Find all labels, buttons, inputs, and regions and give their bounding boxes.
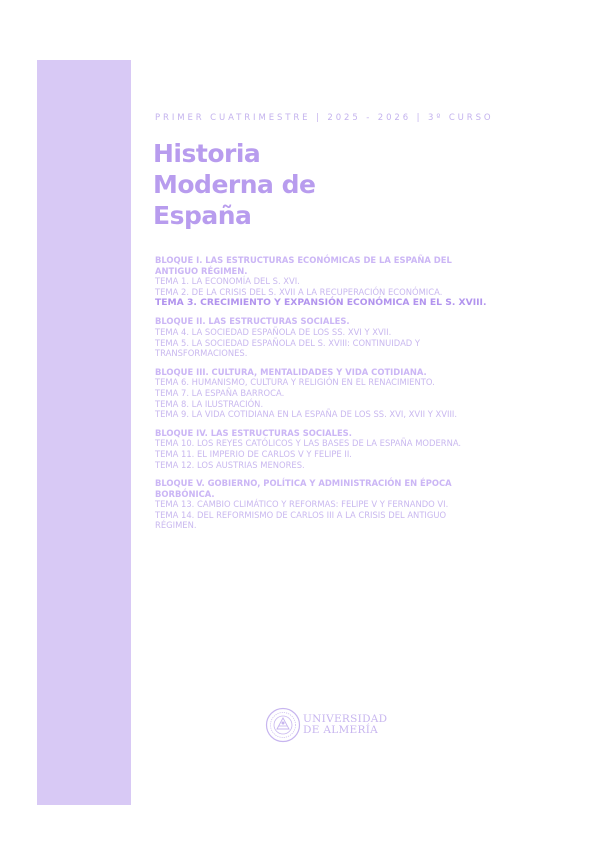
course-subtitle: PRIMER CUATRIMESTRE | 2025 - 2026 | 3º CURSO — [155, 113, 494, 123]
block-title: BLOQUE IV. LAS ESTRUCTURAS SOCIALES. — [155, 427, 352, 438]
block-2 — [155, 316, 490, 358]
block-title: BLOQUE V. GOBIERNO, POLÍTICA Y ADMINISTRACIÓN EN ÉPOCA BORBÓNICA. — [155, 478, 452, 499]
block-5 — [155, 478, 490, 531]
university-logo — [265, 707, 387, 743]
block-4 — [155, 428, 490, 470]
topic-item: TEMA 11. EL IMPERIO DE CARLOS V Y FELIPE II. — [155, 448, 352, 459]
topic-item: TEMA 6. HUMANISMO, CULTURA Y RELIGIÓN EN EL RENACIMIENTO. — [155, 377, 435, 388]
topic-item: TEMA 9. LA VIDA COTIDIANA EN LA ESPAÑA DE LOS SS. XVI, XVII Y XVIII. — [155, 409, 458, 420]
topic-item: TEMA 13. CAMBIO CLIMÁTICO Y REFORMAS: FELIPE V Y FERNANDO VI. — [155, 499, 449, 510]
topic-item: TEMA 1. LA ECONOMÍA DEL S. XVI. — [155, 276, 300, 287]
logo-wordmark — [303, 714, 387, 736]
title-line: España — [153, 201, 252, 230]
logo-line: UNIVERSIDAD — [303, 713, 388, 725]
topic-item: TEMA 7. LA ESPAÑA BARROCA. — [155, 387, 285, 398]
title-line: Historia — [153, 139, 261, 168]
syllabus — [155, 255, 490, 539]
block-title: BLOQUE III. CULTURA, MENTALIDADES Y VIDA COTIDIANA. — [155, 366, 427, 377]
topic-item: TEMA 12. LOS AUSTRIAS MENORES. — [155, 459, 305, 470]
logo-line: DE ALMERÍA — [303, 724, 379, 736]
topic-item: TEMA 2. DE LA CRISIS DEL S. XVII A LA RECUPERACIÓN ECONÓMICA. — [155, 286, 443, 297]
topic-item: TEMA 14. DEL REFORMISMO DE CARLOS III A LA CRISIS DEL ANTIGUO RÉGIMEN. — [155, 509, 447, 531]
topic-item-current: TEMA 3. CRECIMIENTO Y EXPANSIÓN ECONÓMICA EN EL S. XVIII. — [155, 297, 487, 309]
topic-item: TEMA 10. LOS REYES CATÓLICOS Y LAS BASES DE LA ESPAÑA MODERNA. — [155, 438, 462, 449]
sidebar-band — [37, 60, 131, 805]
topic-item: TEMA 5. LA SOCIEDAD ESPAÑOLA DEL S. XVIII: CONTINUIDAD Y TRANSFORMACIONES. — [155, 337, 421, 359]
block-title: BLOQUE I. LAS ESTRUCTURAS ECONÓMICAS DE LA ESPAÑA DEL ANTIGUO RÉGIMEN. — [155, 255, 452, 276]
university-seal-icon — [265, 707, 301, 743]
block-title: BLOQUE II. LAS ESTRUCTURAS SOCIALES. — [155, 316, 350, 327]
topic-item: TEMA 8. LA ILUSTRACIÓN. — [155, 398, 264, 409]
block-3 — [155, 367, 490, 420]
topic-item: TEMA 4. LA SOCIEDAD ESPAÑOLA DE LOS SS. XVI Y XVII. — [155, 326, 392, 337]
page-title — [153, 138, 315, 231]
title-line: Moderna de — [153, 170, 316, 199]
block-1 — [155, 255, 490, 308]
